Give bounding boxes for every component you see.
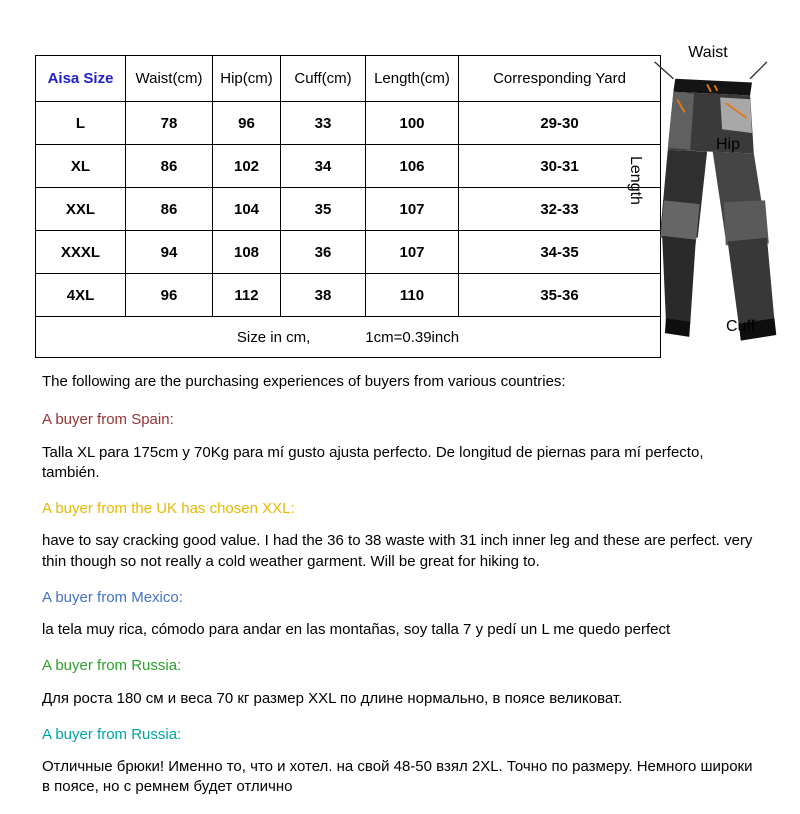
value-cell: 107	[366, 188, 459, 231]
size-table-body	[36, 102, 661, 317]
value-cell: 108	[213, 231, 281, 274]
size-cell: XXXL	[36, 231, 126, 274]
value-cell: 78	[126, 102, 213, 145]
table-row	[36, 231, 661, 274]
value-cell: 106	[366, 145, 459, 188]
table-header-row	[36, 56, 661, 102]
value-cell: 36	[281, 231, 366, 274]
size-cell: L	[36, 102, 126, 145]
hip-label: Hip	[716, 136, 741, 153]
review-heading: A buyer from Russia:	[42, 725, 182, 743]
review-body: have to say cracking good value. I had the 36 to 38 waste with 31 inch inner leg and these are perfect. very thin though so not really a cold weather garment. Will be great for hiking to.	[42, 532, 753, 570]
review-body: Для роста 180 см и веса 70 кг размер XXL по длине нормально, в поясе великоват.	[42, 689, 623, 707]
value-cell: 104	[213, 188, 281, 231]
cuff-label: Cuff	[726, 318, 756, 335]
size-cell: XL	[36, 145, 126, 188]
column-header: Corresponding Yard	[459, 56, 661, 102]
column-header: Waist(cm)	[126, 56, 213, 102]
review-heading: A buyer from Spain:	[42, 411, 174, 429]
value-cell: 32-33	[459, 188, 661, 231]
pants-image	[623, 60, 793, 350]
size-cell: 4XL	[36, 274, 126, 317]
table-row	[36, 145, 661, 188]
review-heading: A buyer from Mexico:	[42, 588, 183, 606]
conversion-note: 1cm=0.39inch	[365, 328, 460, 346]
value-cell: 29-30	[459, 102, 661, 145]
review-heading: A buyer from Russia:	[42, 657, 182, 675]
value-cell: 94	[126, 231, 213, 274]
value-cell: 86	[126, 188, 213, 231]
table-row	[36, 102, 661, 145]
column-header: Cuff(cm)	[281, 56, 366, 102]
value-cell: 96	[213, 102, 281, 145]
size-table	[35, 55, 661, 358]
value-cell: 100	[366, 102, 459, 145]
value-cell: 107	[366, 231, 459, 274]
review-body: Отличные брюки! Именно то, что и хотел. на свой 48-50 взял 2XL. Точно по размеру. Немного широки в поясе, но с ремнем будет отлично	[42, 758, 753, 796]
length-label: Length	[627, 156, 644, 205]
waist-label: Waist	[688, 44, 728, 61]
value-cell: 33	[281, 102, 366, 145]
value-cell: 110	[366, 274, 459, 317]
column-header: Aisa Size	[36, 56, 126, 102]
table-row	[36, 274, 661, 317]
size-cell: XXL	[36, 188, 126, 231]
value-cell: 86	[126, 145, 213, 188]
value-cell: 34-35	[459, 231, 661, 274]
value-cell: 35-36	[459, 274, 661, 317]
value-cell: 38	[281, 274, 366, 317]
table-row	[36, 188, 661, 231]
review-body: la tela muy rica, cómodo para andar en las montañas, soy talla 7 y pedí un L me quedo perfect	[42, 621, 671, 638]
value-cell: 96	[126, 274, 213, 317]
column-header: Length(cm)	[366, 56, 459, 102]
review-body: Talla XL para 175cm y 70Kg para mí gusto ajusta perfecto. De longitud de piernas para mí perfecto, también.	[42, 443, 704, 481]
review-heading: A buyer from the UK has chosen XXL:	[42, 500, 295, 517]
reviews-intro: The following are the purchasing experiences of buyers from various countries:	[42, 373, 566, 390]
value-cell: 35	[281, 188, 366, 231]
reviews-list	[42, 410, 760, 797]
value-cell: 102	[213, 145, 281, 188]
column-header: Hip(cm)	[213, 56, 281, 102]
value-cell: 34	[281, 145, 366, 188]
size-unit-note: Size in cm,	[236, 328, 311, 346]
value-cell: 30-31	[459, 145, 661, 188]
reviews-section	[42, 372, 760, 814]
table-footer-row	[36, 317, 661, 358]
value-cell: 112	[213, 274, 281, 317]
pants-diagram	[618, 8, 798, 353]
